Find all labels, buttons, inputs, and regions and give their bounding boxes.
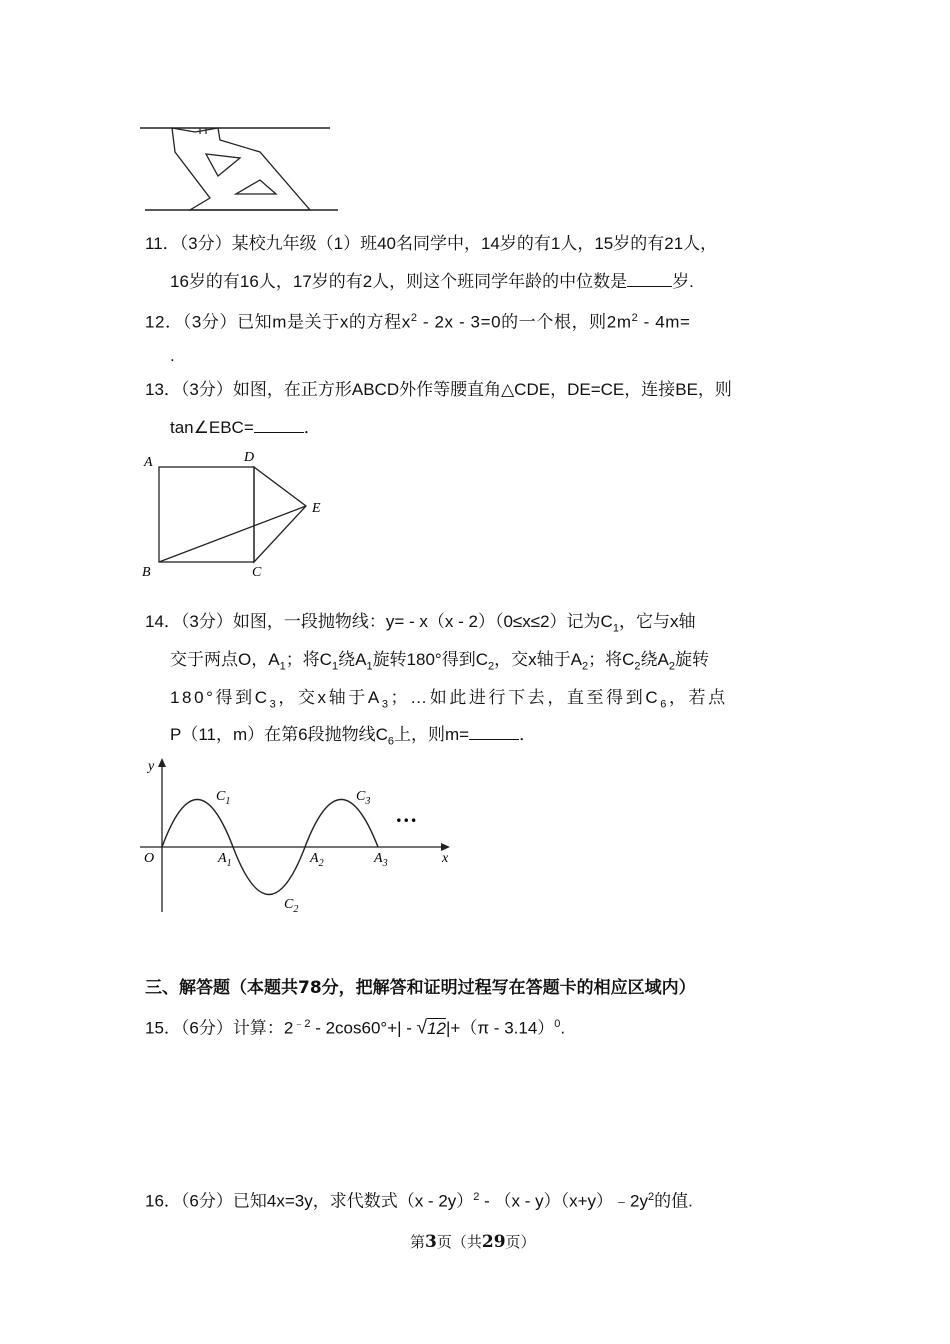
q13-figure xyxy=(138,446,338,582)
label-o: O xyxy=(144,851,155,866)
q12-text-2: - 2x - 3=0的一个根，则2m xyxy=(417,312,632,332)
label-a2: $A_2$ xyxy=(310,851,324,869)
ruler-figure xyxy=(140,118,340,214)
label-c1: $C_1$ xyxy=(216,789,231,807)
section3-title: 三、解答题（本题共78分，把解答和证明过程写在答题卡的相应区域内） xyxy=(145,978,696,998)
q12-sup-2: 2 xyxy=(631,312,639,324)
q11-text-3: 岁. xyxy=(672,272,694,291)
q13-number: 13． xyxy=(145,380,181,399)
q11-line2 xyxy=(170,270,694,294)
label-c2: $C_2$ xyxy=(284,897,299,915)
label-dots: … xyxy=(396,802,418,827)
triangle-cde xyxy=(254,467,306,562)
q14-answer-blank[interactable] xyxy=(469,723,519,740)
label-c3: $C_3$ xyxy=(356,789,371,807)
q12-text-4: . xyxy=(170,346,175,365)
label-d: D xyxy=(244,450,255,465)
q14-text-1: （3分）如图，一段抛物线：y= - x（x - 2）（0≤x≤2）记为C xyxy=(180,612,613,631)
label-a1: $A_1$ xyxy=(218,851,232,869)
q14-line2: 交于两点O，$A_1$；将$C_1$绕$A_1$旋转180°得到$C_2$，交x轴于$A_2$；将$C_2$绕$A_2$旋转 xyxy=(170,650,709,673)
q13-line1 xyxy=(145,378,732,402)
q12-text-3: - 4m= xyxy=(638,312,691,332)
q13-text-1: （3分）如图，在正方形ABCD外作等腰直角△CDE，DE=CE，连接BE，则 xyxy=(180,380,732,399)
q11-text-2: 16岁的有16人，17岁的有2人，则这个班同学年龄的中位数是 xyxy=(170,272,628,291)
q15-number: 15． xyxy=(145,1018,181,1038)
q11-number: 11． xyxy=(145,234,180,253)
q12-sup-1: 2 xyxy=(410,312,418,324)
segment-be xyxy=(159,506,306,562)
label-x: x xyxy=(442,851,449,866)
q14-line3: 180°得到$C_3$，交x轴于$A_3$；…如此进行下去，直至得到$C_6$，若点 xyxy=(170,688,728,711)
q13-text-2: tan∠EBC= xyxy=(170,418,254,437)
ruler-inner-triangle-1 xyxy=(206,154,240,176)
q13-text-3: ． xyxy=(303,418,321,437)
q14-line4: P（11，m）在第6段抛物线$C_6$上，则m= ． xyxy=(170,725,537,748)
q13-answer-blank[interactable] xyxy=(254,416,304,433)
q16-line: 16．（6分）已知4x=3y，求代数式$(x - 2y)^2 - (x - y)(x+y)﹣2y^2$的值. xyxy=(145,1191,693,1211)
ruler-outline xyxy=(172,128,310,210)
q14-number: 14． xyxy=(145,612,181,631)
q16-number: 16． xyxy=(145,1191,181,1211)
q14-figure xyxy=(138,752,458,918)
parabola-c2 xyxy=(233,847,305,895)
parabola-c1 xyxy=(162,800,233,848)
page-number: 3 xyxy=(425,1232,437,1252)
sqrt-sign: √ xyxy=(416,1017,428,1039)
q12-text-1: （3分）已知m是关于x的方程x xyxy=(182,312,411,332)
page-footer: 第3页（共29页） xyxy=(410,1232,536,1252)
q12-line2 xyxy=(170,344,175,368)
y-axis-arrow xyxy=(158,758,166,767)
q11-text-1: （3分）某校九年级（1）班40名同学中，14岁的有1人，15岁的有21人， xyxy=(179,234,718,253)
q11-answer-blank[interactable] xyxy=(627,270,672,287)
label-b: B xyxy=(142,565,151,580)
label-a: A xyxy=(144,455,153,470)
q13-line2 xyxy=(170,416,321,440)
q14-line1: 14．（3分）如图，一段抛物线：y= - x（x - 2）（0≤x≤2）记为$C_1$，它与x轴 xyxy=(145,612,696,635)
label-e: E xyxy=(312,501,321,516)
label-c: C xyxy=(252,565,262,580)
q11-line1 xyxy=(145,232,717,256)
x-axis-arrow xyxy=(441,843,450,851)
q12-line1 xyxy=(145,306,691,335)
q12-number: 12． xyxy=(145,312,183,332)
page-total: 29 xyxy=(481,1232,506,1252)
q15-line: 15．（6分）计算：$2^{﹣2} - 2\cos 60^\circ+| - √12|+(\pi - 3.14)^0$. xyxy=(145,1017,566,1039)
sqrt-radicand: 12 xyxy=(427,1018,447,1038)
square-abcd xyxy=(159,467,254,562)
label-a3: $A_3$ xyxy=(374,851,388,869)
ruler-inner-triangle-2 xyxy=(236,180,276,194)
label-y: y xyxy=(148,759,155,774)
